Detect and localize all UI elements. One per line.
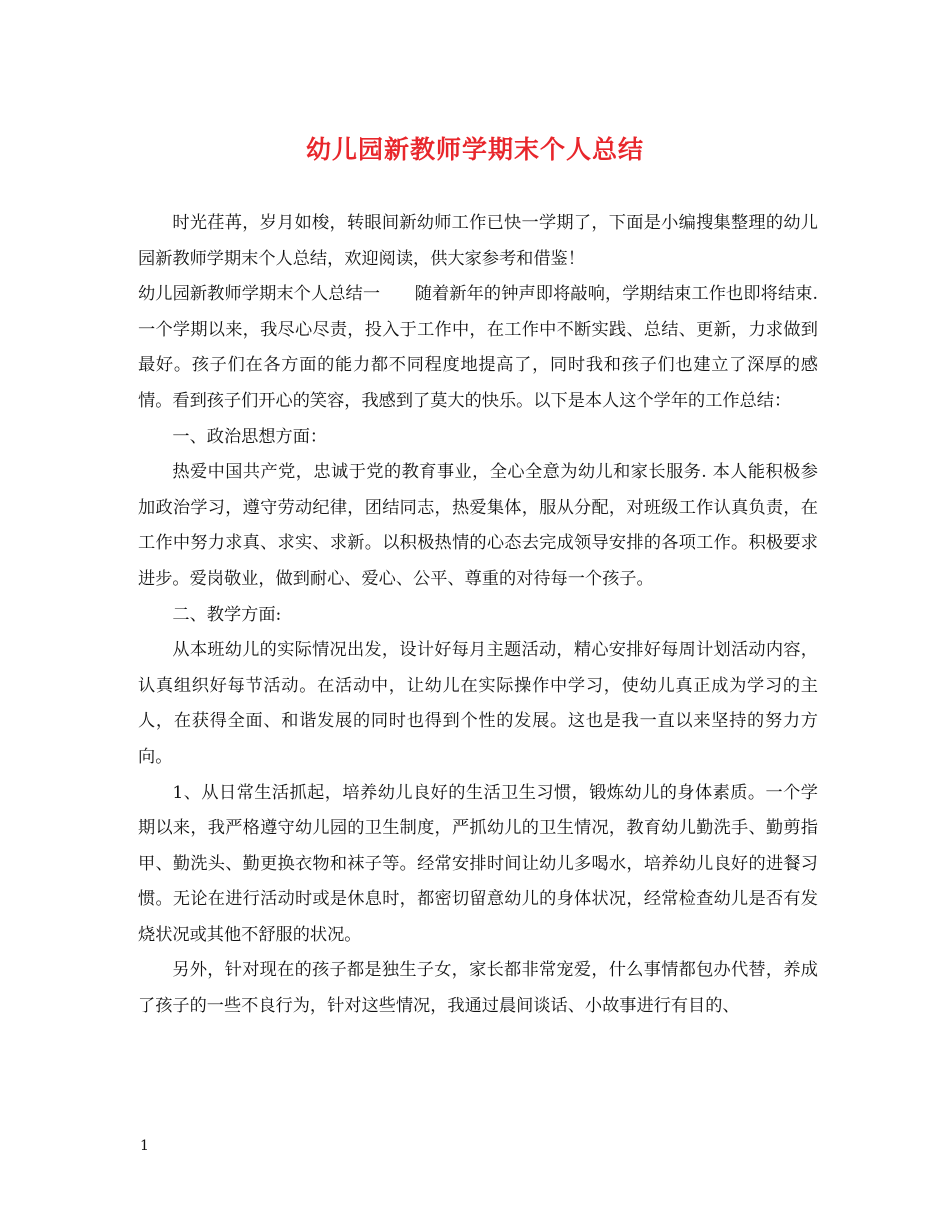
paragraph-teaching: 从本班幼儿的实际情况出发，设计好每月主题活动，精心安排好每周计划活动内容，认真组织好每节活动。在活动中，让幼儿在实际操作中学习，使幼儿真正成为学习的主人，在获得全面、和谐发展的同时也得到个性的发展。这也是我一直以来坚持的努力方向。: [138, 640, 818, 767]
document-body: [138, 206, 818, 1025]
paragraph-intro: 时光荏苒，岁月如梭，转眼间新幼师工作已快一学期了，下面是小编搜集整理的幼儿园新教师学期末个人总结，欢迎阅读，供大家参考和借鉴！: [138, 213, 818, 269]
paragraph-summary-one: 幼儿园新教师学期末个人总结一 随着新年的钟声即将敲响，学期结束工作也即将结束.一个学期以来，我尽心尽责，投入于工作中，在工作中不断实践、总结、更新，力求做到最好。孩子们在各方面的能力都不同程度地提高了，同时我和孩子们也建立了深厚的感情。看到孩子们开心的笑容，我感到了莫大的快乐。以下是本人这个学年的工作总结：: [138, 284, 818, 411]
heading-teaching: 二、教学方面:: [172, 604, 282, 625]
page-number: 1: [140, 1138, 149, 1154]
paragraph-additionally: 另外，针对现在的孩子都是独生子女，家长都非常宠爱，什么事情都包办代替，养成了孩子的一些不良行为，针对这些情况，我通过晨间谈话、小故事进行有目的、: [138, 960, 818, 1017]
document-title: 幼儿园新教师学期末个人总结: [305, 135, 644, 164]
paragraph-daily-life: 1、从日常生活抓起，培养幼儿良好的生活卫生习惯，锻炼幼儿的身体素质。一个学期以来，我严格遵守幼儿园的卫生制度，严抓幼儿的卫生情况，教育幼儿勤洗手、勤剪指甲、勤洗头、勤更换衣物和袜子等。经常安排时间让幼儿多喝水，培养幼儿良好的进餐习惯。无论在进行活动时或是休息时，都密切留意幼儿的身体状况，经常检查幼儿是否有发烧状况或其他不舒服的状况。: [138, 782, 818, 945]
paragraph-political: 热爱中国共产党，忠诚于党的教育事业，全心全意为幼儿和家长服务. 本人能积极参加政治学习，遵守劳动纪律，团结同志，热爱集体，服从分配，对班级工作认真负责，在工作中努力求真、求实、求新。以积极热情的心态去完成领导安排的各项工作。积极要求进步。爱岗敬业，做到耐心、爱心、公平、尊重的对待每一个孩子。: [138, 462, 818, 589]
heading-political: 一、政治思想方面：: [172, 426, 328, 447]
